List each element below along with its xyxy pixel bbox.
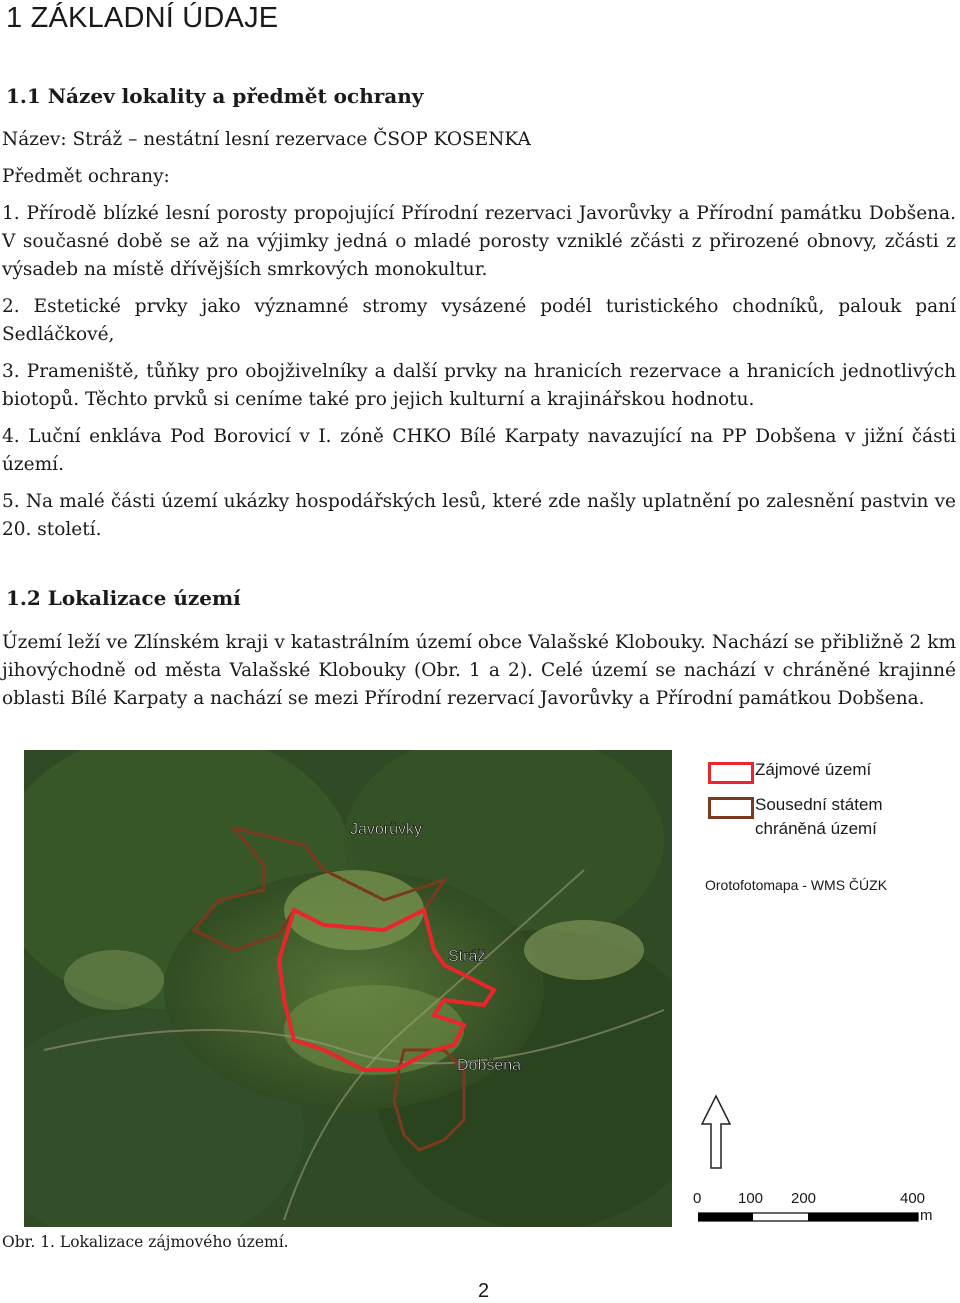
legend-swatch-zajmove [708,762,754,784]
list-item: 2. Estetické prvky jako významné stromy vysázené podél turistického chodníků, palouk paní Sedláčkové, [2,296,956,345]
scale-bar [698,1212,920,1224]
figure-caption: Obr. 1. Lokalizace zájmového území. [2,1233,289,1251]
aerial-map [24,750,672,1227]
section-heading-1-1: 1.1 Název lokality a předmět ochrany [6,84,424,108]
scale-tick-0: 0 [693,1190,702,1207]
map-image [24,750,672,1227]
label-straz: Stráž [448,948,486,965]
label-dobsena: Dobšena [457,1057,522,1074]
scale-unit: m [920,1207,933,1224]
list-item: 5. Na malé části území ukázky hospodářských lesů, které zde našly uplatnění po zalesnění pastvin ve 20. století. [2,491,956,540]
section-heading-1-2: 1.2 Lokalizace území [6,586,241,610]
list-item: 3. Prameniště, tůňky pro obojživelníky a další prvky na hranicích rezervace a hranicích jednotlivých biotopů. Těchto prvků si ceníme také pro jejich kulturní a krajinářskou hodnotu. [2,361,956,410]
scale-tick-100: 100 [738,1190,764,1207]
subject-label: Předmět ochrany: [2,166,170,187]
list-item: 4. Luční enkláva Pod Borovicí v I. zóně CHKO Bílé Karpaty navazující na PP Dobšena v jižní části území. [2,426,956,475]
name-line: Název: Stráž – nestátní lesní rezervace ČSOP KOSENKA [2,129,531,150]
scale-tick-200: 200 [791,1190,817,1207]
map-source: Orotofotomapa - WMS ČÚZK [705,877,888,893]
north-arrow-icon [700,1094,732,1170]
label-javoruvky: Javorůvky [350,821,423,838]
page-number: 2 [478,1280,490,1302]
localization-paragraph: Území leží ve Zlínském kraji v katastrálním území obce Valašské Klobouky. Nachází se přibližně 2 km jihovýchodně od města Valašské Klobouky (Obr. 1 a 2). Celé území se nachází v chráněné krajinné oblasti Bílé Karpaty a nachází se mezi Přírodní rezervací Javorůvky a Přírodní památkou Dobšena. [2,632,956,709]
main-heading: 1 ZÁKLADNÍ ÚDAJE [6,2,279,34]
list-item: 1. Přírodě blízké lesní porosty propojující Přírodní rezervaci Javorůvky a Přírodní památku Dobšena. V současné době se až na výjimky jedná o mladé porosty vzniklé zčásti z přirozené obnovy, zčásti z výsadeb na místě dřívějších smrkových monokultur. [2,203,956,280]
legend-label-sousedni-2: chráněná území [755,819,877,838]
legend-label-zajmove: Zájmové území [755,760,872,779]
legend-label-sousedni-1: Sousední státem [755,795,883,814]
legend-swatch-sousedni [708,797,754,819]
scale-tick-400: 400 [900,1190,926,1207]
